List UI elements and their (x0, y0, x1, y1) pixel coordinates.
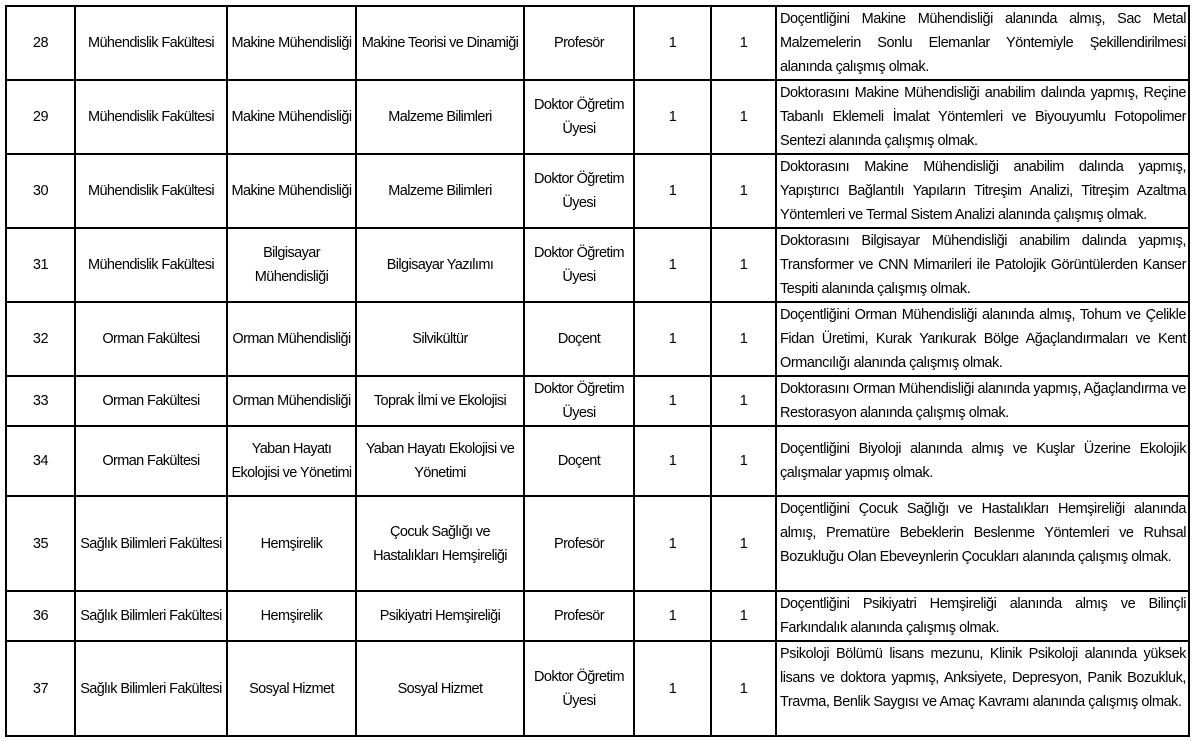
faculty-cell (75, 496, 227, 591)
title-text: Doçent (557, 331, 601, 347)
faculty-text: Orman Fakültesi (102, 453, 200, 469)
faculty-cell (75, 426, 227, 496)
faculty-text: Mühendislik Fakültesi (87, 183, 214, 199)
faculty-text: Orman Fakültesi (102, 331, 200, 347)
department-cell (227, 496, 356, 591)
faculty-cell (75, 641, 227, 736)
field-text: Malzeme Bilimleri (388, 183, 492, 199)
requirement-cell: Doçentliğini Çocuk Sağlığı ve Hastalıkları Hemşireliği alanında almış, Prematüre Bebeklerin Beslenme Yöntemleri ve Ruhsal Bozukluğu Olan Ebeveynlerin Çocukları alanında çalışmış olmak. (776, 496, 1189, 591)
field-cell (356, 154, 524, 228)
faculty-cell (75, 376, 227, 426)
row-number: 30 (6, 154, 75, 228)
requirement-cell: Doktorasını Makine Mühendisliği anabilim dalında yapmış, Yapıştırıcı Bağlantılı Yapıların Titreşim Analizi, Titreşim Azaltma Yöntemleri ve Termal Sistem Analizi alanında çalışmış olmak. (776, 154, 1189, 228)
faculty-text: Sağlık Bilimleri Fakültesi (80, 535, 222, 552)
row-number: 36 (6, 591, 75, 641)
count-cell-1: 1 (634, 80, 711, 154)
faculty-text: Sağlık Bilimleri Fakültesi (80, 680, 222, 697)
faculty-text: Sağlık Bilimleri Fakültesi (80, 608, 222, 624)
count-cell-2: 1 (711, 154, 776, 228)
table-row (6, 302, 1189, 376)
count-cell-2: 1 (711, 376, 776, 426)
field-text: Yaban Hayatı Ekolojisi ve Yönetimi (365, 441, 515, 481)
table-row (6, 641, 1189, 736)
department-text: Makine Mühendisliği (231, 183, 352, 199)
count-cell-2: 1 (711, 641, 776, 736)
table-row (6, 154, 1189, 228)
department-text: Yaban Hayatı Ekolojisi ve Yönetimi (231, 441, 352, 481)
title-cell (524, 302, 634, 376)
department-cell (227, 426, 356, 496)
department-text: Makine Mühendisliği (231, 109, 352, 125)
department-cell (227, 228, 356, 302)
requirement-cell: Doktorasını Bilgisayar Mühendisliği anabilim dalında yapmış, Transformer ve CNN Mimarileri ile Patolojik Görüntülerden Kanser Tespiti alanında çalışmış olmak. (776, 228, 1189, 302)
department-cell (227, 154, 356, 228)
department-text: Bilgisayar Mühendisliği (254, 245, 329, 285)
table-row (6, 80, 1189, 154)
title-cell (524, 80, 634, 154)
requirement-cell: Doçentliğini Biyoloji alanında almış ve Kuşlar Üzerine Ekolojik çalışmalar yapmış olmak. (776, 426, 1189, 496)
title-text: Profesör (554, 608, 604, 624)
count-cell-2: 1 (711, 591, 776, 641)
table-row (6, 228, 1189, 302)
title-cell (524, 154, 634, 228)
faculty-cell (75, 228, 227, 302)
title-cell (524, 376, 634, 426)
count-cell-2: 1 (711, 302, 776, 376)
count-cell-2: 1 (711, 496, 776, 591)
title-cell (524, 426, 634, 496)
row-number: 31 (6, 228, 75, 302)
row-number: 32 (6, 302, 75, 376)
count-cell-1: 1 (634, 228, 711, 302)
department-cell (227, 80, 356, 154)
row-number: 34 (6, 426, 75, 496)
count-cell-2: 1 (711, 426, 776, 496)
title-text: Profesör (554, 35, 604, 51)
requirement-cell: Psikoloji Bölümü lisans mezunu, Klinik Psikoloji alanında yüksek lisans ve doktora yapmış, Anksiyete, Depresyon, Panik Bozukluk, Travma, Benlik Saygısı ve Amaç Kavramı alanında çalışmış olmak. (776, 641, 1189, 736)
department-text: Sosyal Hizmet (249, 680, 334, 697)
faculty-cell (75, 591, 227, 641)
row-number: 35 (6, 496, 75, 591)
table-row (6, 6, 1189, 80)
table-row (6, 591, 1189, 641)
row-number: 33 (6, 376, 75, 426)
count-cell-2: 1 (711, 80, 776, 154)
title-text: Doktor Öğretim Üyesi (534, 668, 624, 709)
department-text: Orman Mühendisliği (232, 331, 351, 347)
faculty-text: Mühendislik Fakültesi (87, 257, 214, 273)
positions-table (5, 5, 1190, 737)
title-cell (524, 591, 634, 641)
requirement-cell: Doçentliğini Makine Mühendisliği alanında almış, Sac Metal Malzemelerin Sonlu Elemanlar Yöntemiyle Şekillendirilmesi alanında çalışmış olmak. (776, 6, 1189, 80)
field-cell (356, 6, 524, 80)
title-text: Doçent (557, 453, 601, 469)
requirement-cell: Doktorasını Orman Mühendisliği alanında yapmış, Ağaçlandırma ve Restorasyon alanında çalışmış olmak. (776, 376, 1189, 426)
department-cell (227, 302, 356, 376)
field-text: Makine Teorisi ve Dinamiği (361, 35, 519, 51)
field-text: Silvikültür (412, 331, 468, 347)
requirement-cell: Doktorasını Makine Mühendisliği anabilim dalında yapmış, Reçine Tabanlı Eklemeli İmalat Yöntemleri ve Biyouyumlu Fotopolimer Sentezi alanında çalışmış olmak. (776, 80, 1189, 154)
count-cell-1: 1 (634, 641, 711, 736)
count-cell-1: 1 (634, 154, 711, 228)
count-cell-2: 1 (711, 228, 776, 302)
faculty-text: Mühendislik Fakültesi (87, 35, 214, 51)
faculty-cell (75, 80, 227, 154)
count-cell-1: 1 (634, 591, 711, 641)
field-cell (356, 302, 524, 376)
title-cell (524, 641, 634, 736)
department-text: Hemşirelik (260, 608, 323, 624)
requirement-cell: Doçentliğini Orman Mühendisliği alanında almış, Tohum ve Çelikle Fidan Üretimi, Kurak Yarıkurak Bölge Ağaçlandırmaları ve Kent Ormancılığı alanında çalışmış olmak. (776, 302, 1189, 376)
field-cell (356, 80, 524, 154)
field-text: Bilgisayar Yazılımı (386, 257, 494, 273)
field-cell (356, 426, 524, 496)
department-text: Makine Mühendisliği (231, 35, 352, 51)
row-number: 29 (6, 80, 75, 154)
title-text: Doktor Öğretim Üyesi (534, 171, 624, 211)
table-row (6, 426, 1189, 496)
count-cell-1: 1 (634, 426, 711, 496)
field-text: Çocuk Sağlığı ve Hastalıkları Hemşireliği (373, 523, 507, 564)
field-text: Toprak İlmi ve Ekolojisi (373, 393, 507, 409)
faculty-text: Mühendislik Fakültesi (87, 109, 214, 125)
faculty-cell (75, 302, 227, 376)
department-cell (227, 641, 356, 736)
requirement-cell: Doçentliğini Psikiyatri Hemşireliği alanında almış ve Bilinçli Farkındalık alanında çalışmış olmak. (776, 591, 1189, 641)
field-cell (356, 228, 524, 302)
department-cell (227, 6, 356, 80)
count-cell-1: 1 (634, 376, 711, 426)
faculty-cell (75, 154, 227, 228)
field-cell (356, 376, 524, 426)
table-row (6, 376, 1189, 426)
department-cell (227, 591, 356, 641)
row-number: 28 (6, 6, 75, 80)
field-cell (356, 496, 524, 591)
count-cell-1: 1 (634, 6, 711, 80)
field-text: Sosyal Hizmet (397, 680, 483, 697)
title-text: Doktor Öğretim Üyesi (534, 245, 624, 285)
count-cell-1: 1 (634, 302, 711, 376)
field-text: Psikiyatri Hemşireliği (379, 608, 501, 624)
field-text: Malzeme Bilimleri (388, 109, 492, 125)
field-cell (356, 641, 524, 736)
title-text: Profesör (554, 535, 604, 552)
faculty-cell (75, 6, 227, 80)
row-number: 37 (6, 641, 75, 736)
title-text: Doktor Öğretim Üyesi (534, 381, 624, 421)
title-cell (524, 496, 634, 591)
department-text: Hemşirelik (260, 535, 323, 552)
department-text: Orman Mühendisliği (232, 393, 351, 409)
department-cell (227, 376, 356, 426)
field-cell (356, 591, 524, 641)
count-cell-1: 1 (634, 496, 711, 591)
title-cell (524, 6, 634, 80)
table-row (6, 496, 1189, 591)
faculty-text: Orman Fakültesi (102, 393, 200, 409)
title-text: Doktor Öğretim Üyesi (534, 97, 624, 137)
title-cell (524, 228, 634, 302)
count-cell-2: 1 (711, 6, 776, 80)
